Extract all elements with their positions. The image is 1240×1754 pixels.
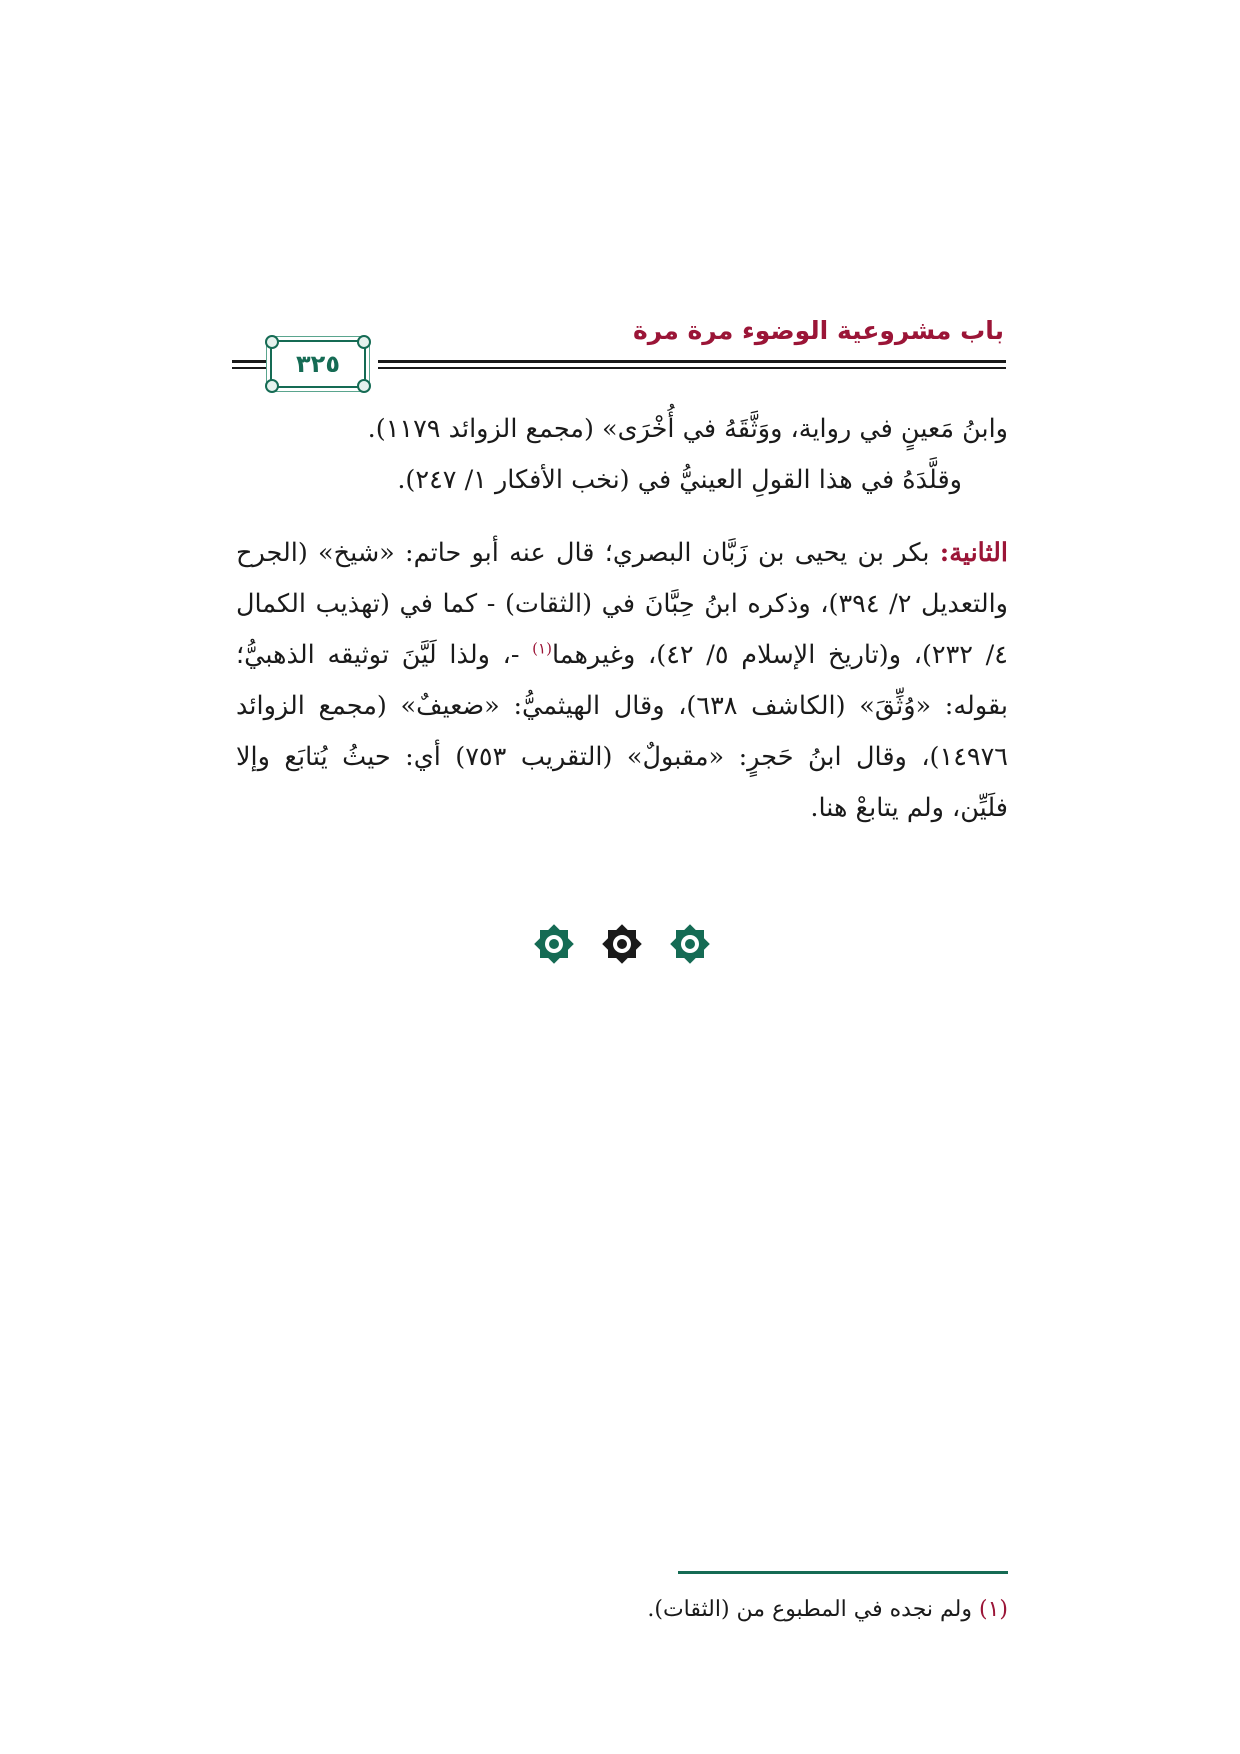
- section-end-ornaments: [532, 922, 712, 966]
- paragraph-second: [236, 528, 1008, 834]
- footnote-separator: [678, 1571, 1008, 1574]
- footnote: [308, 1590, 1008, 1630]
- footnote-reference[interactable]: (١): [532, 639, 552, 658]
- header-rule: [378, 360, 1006, 369]
- running-title: باب مشروعية الوضوء مرة مرة: [633, 316, 1004, 345]
- paragraph-text: بكر بن يحيى بن زَبَّان البصري؛ قال عنه أبو حاتم: «شيخ» (الجرح والتعديل ٢/ ٣٩٤)، وذكره ابنُ حِبَّانَ في (الثقات) - كما في (تهذيب الكمال ٤/ ٢٣٢)، و(تاريخ الإسلام ٥/ ٤٢)، وغيرهما: [236, 538, 1008, 670]
- page-number: ٣٢٥: [296, 350, 340, 378]
- badge-corner-ornament: [357, 335, 371, 349]
- main-text: [236, 404, 1008, 834]
- paragraph-text: -، ولذا لَيَّنَ توثيقه الذهبيُّ؛ بقوله: «وُثِّقَ» (الكاشف ٦٣٨)، وقال الهيثميُّ: «ضعيفٌ» (مجمع الزوائد ١٤٩٧٦)، وقال ابنُ حَجرٍ: «مقبولٌ» (التقريب ٧٥٣) أي: حيثُ يُتابَع وإلا فلَيِّن، ولم يتابعْ هنا.: [236, 640, 1008, 823]
- flower-ornament-icon: [600, 922, 644, 966]
- badge-corner-ornament: [357, 379, 371, 393]
- text-line: وابنُ مَعينٍ في رواية، ووَثَّقَهُ في أُخْرَى» (مجمع الزوائد ١١٧٩).: [367, 414, 1008, 444]
- flower-ornament-icon: [668, 922, 712, 966]
- text-line: وقلَّدَهُ في هذا القولِ العينيُّ في (نخب الأفكار ١/ ٢٤٧).: [397, 465, 962, 495]
- header-rule-left: [232, 360, 266, 369]
- footnote-mark: (١): [978, 1597, 1008, 1622]
- paragraph-label: الثانية:: [939, 538, 1008, 568]
- badge-corner-ornament: [265, 379, 279, 393]
- page-number-badge: [270, 340, 366, 388]
- footnote-text: ولم نجده في المطبوع من (الثقات).: [647, 1597, 979, 1622]
- badge-corner-ornament: [265, 335, 279, 349]
- flower-ornament-icon: [532, 922, 576, 966]
